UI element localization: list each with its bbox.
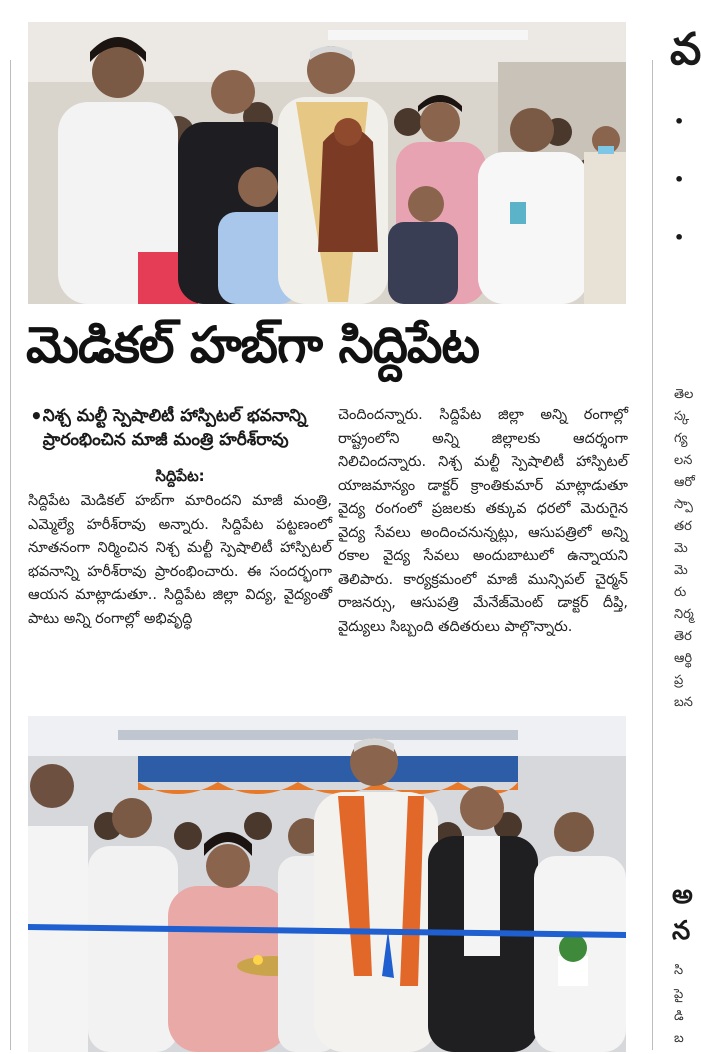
right-text-fragment: ఆరో (674, 475, 695, 490)
top-photo (28, 22, 626, 304)
right-subhead-fragment: న (672, 916, 691, 946)
right-text-fragment: డి (674, 1009, 684, 1024)
right-text-fragment: నిర్మ (674, 607, 694, 622)
right-text-fragment: తెల (674, 387, 694, 402)
sub-headline-text: నిశ్చ మల్టీ స్పెషాలిటీ హాస్పిటల్ భవనాన్ని ప్రారంభించిన మాజీ మంత్రి హరీశ్‌రావు (42, 406, 307, 450)
left-margin-rule (10, 60, 11, 1050)
right-bullet-3: • (674, 228, 685, 247)
body-text-left: సిద్దిపేట మెడికల్ హబ్‌గా మారిందని మాజీ మంత్రి, ఎమ్మెల్యే హరీశ్‌రావు అన్నారు. సిద్దిపేట పట్టణంలో నూతనంగా నిర్మించిన నిశ్చ మల్టీ స్పెషాలిటీ హాస్పిటల్ భవనాన్ని హరీశ్‌రావు ప్రారంభించారు. ఈ సందర్భంగా ఆయన మాట్లాడుతూ.. సిద్దిపేట జిల్లా విద్య, వైద్యంతో పాటు అన్ని రంగాల్లో అభివృద్ధి (28, 493, 332, 627)
right-text-fragment: గ్య (674, 431, 688, 446)
right-subhead-fragment: అ (672, 880, 693, 910)
right-text-fragment: మె (674, 563, 688, 578)
bullet-dot: • (30, 404, 43, 428)
right-bullet-1: • (674, 112, 685, 131)
body-text-right: చెందిందన్నారు. సిద్దిపేట జిల్లా అన్ని రంగాల్లో రాష్ట్రంలోని అన్ని జిల్లాలకు ఆదర్శంగా నిలిచిందన్నారు. నిశ్చ మల్టీ స్పెషాలిటీ హాస్పిటల్ యాజమాన్యం డాక్టర్ క్రాంతికుమార్ మాట్లాడుతూ వైద్య రంగంలో ప్రజలకు తక్కువ ధరలో మెరుగైన వైద్య సేవలు అందించనున్నట్లు, ఆసుపత్రిలో అన్ని రకాల వైద్య సేవలు అందుబాటులో ఉన్నాయని తెలిపారు. కార్యక్రమంలో మాజీ మున్సిపల్ చైర్మన్ రాజనర్సు, ఆసుపత్రి మేనేజ్‌మెంట్ డాక్టర్ దీప్తి, వైద్యులు సిబ్బంది తదితరులు పాల్గొన్నారు. (338, 407, 628, 635)
right-column-title-fragment: వ (670, 24, 701, 75)
sub-headline (30, 404, 330, 452)
right-text-fragment: బన (674, 695, 693, 710)
right-text-fragment: ఆర్థి (674, 651, 693, 666)
right-bullet-2: • (674, 170, 685, 189)
dateline: సిద్దిపేట: (155, 467, 205, 485)
right-text-fragment: రు (674, 585, 687, 600)
right-text-fragment: స్పా (674, 497, 693, 512)
right-text-fragment: స్క (674, 409, 690, 424)
right-text-fragment: మె (674, 541, 688, 556)
right-text-fragment: సి (674, 963, 684, 978)
right-text-fragment: తర (674, 519, 692, 534)
sub-headline-row (30, 404, 330, 452)
bottom-photo (28, 716, 626, 1052)
right-text-fragment: లన (674, 453, 693, 468)
right-text-fragment: బ (674, 1031, 684, 1046)
right-text-fragment: ప్ర (674, 673, 684, 688)
right-text-fragment: తెర (674, 629, 692, 644)
right-column-rule (652, 60, 653, 1050)
right-text-fragment: పై (674, 987, 684, 1002)
headline: మెడికల్ హబ్‌గా సిద్దిపేట (26, 316, 480, 374)
